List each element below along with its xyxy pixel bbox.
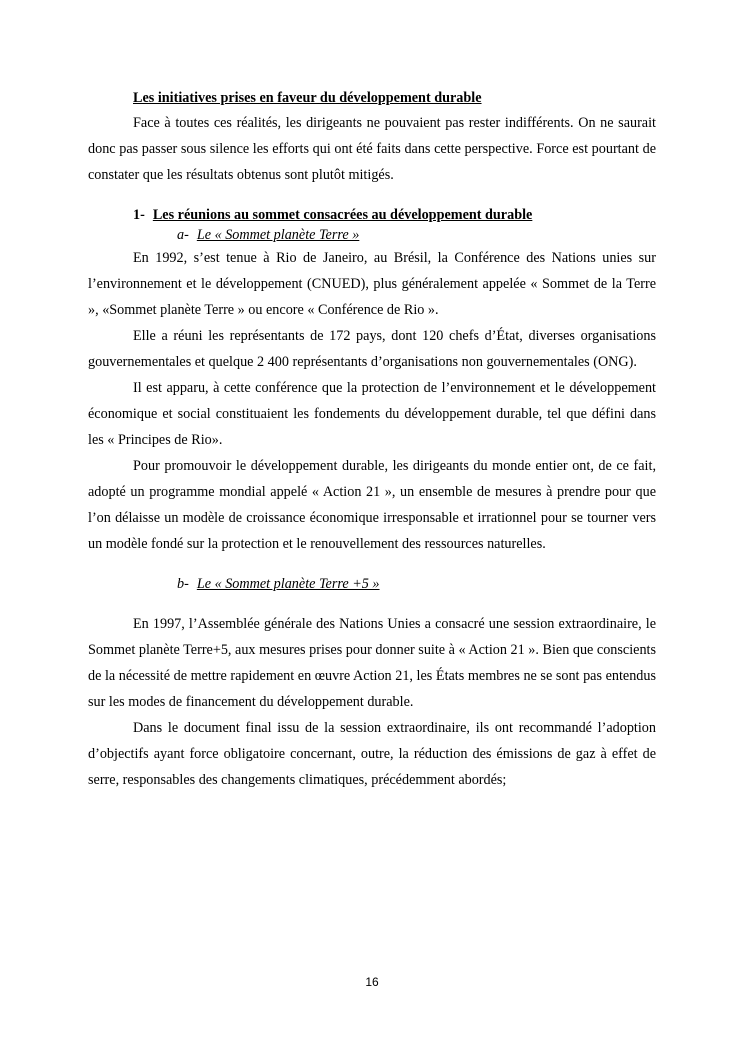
subsection-a-title: Le « Sommet planète Terre »: [196, 227, 360, 243]
paragraph-rio-1992: En 1992, s’est tenue à Rio de Janeiro, au Brésil, la Conférence des Nations unies sur l’environnement et le développement (CNUED), plus généralement appelée « Sommet de la Terre », «Sommet planète Terre » ou encore « Conférence de Rio ».: [88, 250, 656, 318]
subsection-a-letter: a-: [177, 227, 189, 243]
paragraph-document-final: Dans le document final issu de la session extraordinaire, ils ont recommandé l’adoption d’objectifs ayant force obligatoire concernant, outre, la réduction des émissions de gaz à effet de serre, responsables des changements climatiques, précédemment abordés;: [88, 720, 656, 788]
page-number: 16: [365, 975, 379, 989]
section-1-number: 1-: [133, 207, 145, 223]
paragraph-representants: Elle a réuni les représentants de 172 pays, dont 120 chefs d’État, diverses organisations gouvernementales et quelque 2 400 représentants d’organisations non gouvernementales (ONG).: [88, 328, 656, 370]
paragraph-1997: En 1997, l’Assemblée générale des Nations Unies a consacré une session extraordinaire, le Sommet planète Terre+5, aux mesures prises pour donner suite à « Action 21 ». Bien que conscients de la nécessité de mettre rapidement en œuvre Action 21, les États membres ne se sont pas entendus sur les modes de financement du développement durable.: [88, 616, 656, 710]
paragraph-conference: Il est apparu, à cette conférence que la protection de l’environnement et le développement économique et social constituaient les fondements du développement durable, tel que défini dans les « Principes de Rio».: [88, 380, 656, 448]
document-page: [88, 86, 656, 793]
intro-paragraph: Face à toutes ces réalités, les dirigeants ne pouvaient pas rester indifférents. On ne saurait donc pas passer sous silence les efforts qui ont été faits dans cette perspective. Force est pourtant de constater que les résultats obtenus sont plutôt mitigés.: [88, 115, 656, 183]
section-1-title: Les réunions au sommet consacrées au développement durable: [152, 207, 533, 223]
subsection-a-heading: [177, 225, 656, 245]
subsection-b-title: Le « Sommet planète Terre +5 »: [196, 576, 380, 592]
section-heading: Les initiatives prises en faveur du développement durable: [133, 90, 482, 106]
paragraph-action-21: Pour promouvoir le développement durable, les dirigeants du monde entier ont, de ce fait, adopté un programme mondial appelé « Action 21 », un ensemble de mesures à prendre pour que l’on délaisse un modèle de croissance économique irresponsable et irrationnel pour se tourner vers un modèle fondé sur la protection et le renouvellement des ressources naturelles.: [88, 458, 656, 552]
subsection-b-heading: [177, 574, 656, 594]
subsection-b-letter: b-: [177, 576, 189, 592]
section-1-heading: [133, 205, 656, 225]
